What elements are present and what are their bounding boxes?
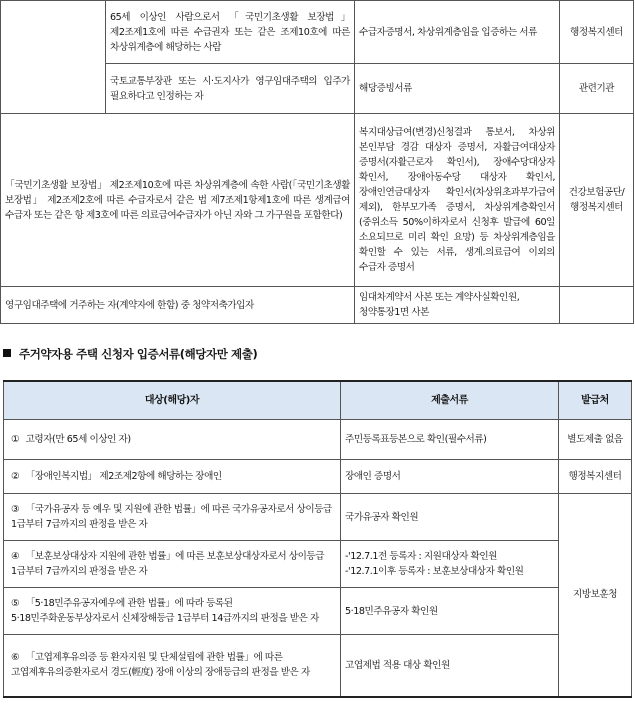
docs-cell: 장애인 증명서 <box>341 460 559 494</box>
header-issuer: 발급처 <box>559 381 632 420</box>
row-number: ② <box>11 471 20 482</box>
empty-category-cell <box>1 1 106 114</box>
table-row <box>4 494 632 541</box>
target-cell <box>4 588 341 635</box>
table-row <box>4 460 632 494</box>
table-row <box>4 541 632 588</box>
table-row <box>4 588 632 635</box>
table-row <box>4 635 632 697</box>
square-bullet-icon <box>3 349 11 357</box>
docs-cell: 임대차계약서 사본 또는 계약사실확인원, 청약통장1면 사본 <box>355 287 560 324</box>
docs-cell <box>341 541 559 588</box>
target-text: 「국가유공자 등 예우 및 지원에 관한 법률」에 따른 국가유공자로서 상이등급 1급부터 7급까지의 판정을 받은 자 <box>11 504 332 530</box>
issuer-cell <box>560 287 634 324</box>
issuer-cell: 행정복지센터 <box>559 460 632 494</box>
issuer-cell: 별도제출 없음 <box>559 420 632 460</box>
table-row <box>1 1 634 64</box>
target-cell <box>4 541 341 588</box>
table-row <box>4 420 632 460</box>
target-cell <box>4 635 341 697</box>
section-title-text: 주거약자용 주택 신청자 입증서류(해당자만 제출) <box>19 347 258 361</box>
target-text: 「보훈보상대상자 지원에 관한 법률」에 따른 보훈보상대상자로서 상이등급 1급부터 7급까지의 판정을 받은 자 <box>11 551 325 577</box>
issuer-cell: 관련기관 <box>560 64 634 114</box>
row-number: ⑤ <box>11 598 20 609</box>
docs-cell: 복지대상급여(변경)신청결과 통보서, 차상위 본인부담 경감 대상자 증명서, 자활급여대상자 증명서(자활근로자 확인서), 장애수당대상자 확인서, 장애아동수당 대상자 확인서, 장애인연금대상자 확인서(차상위초과부가급여 제외), 한부모가족 증명서, 차상위계층확인서(중위소득 50%이하자로서 신청후 발급에 60일 소요되므로 미리 확인 요망) 등 차상위계층임을 확인할 수 있는 서류, 생계.의료급여 이외의 수급자 증명서 <box>355 114 560 287</box>
docs-line: -'12.7.1이후 등록자 : 보훈보상대상자 확인원 <box>345 566 524 577</box>
row-number: ① <box>11 434 20 445</box>
docs-line: -'12.7.1전 등록자 : 지원대상자 확인원 <box>345 551 498 562</box>
bottom-documents-table <box>3 380 632 698</box>
target-cell <box>4 494 341 541</box>
target-cell: 「국민기초생활 보장법」 제2조제10호에 따른 차상위계층에 속한 사람(「국민기초생활 보장법」 제2조제2호에 따른 수급자로서 같은 법 제7조제1항제1호에 따른 생계급여 수급자 또는 같은 항 제3호에 따른 의료급여수급자가 아닌 자와 그 가구원을 포함한다) <box>1 114 355 287</box>
issuer-cell: 건강보험공단/행정복지센터 <box>560 114 634 287</box>
row-number: ③ <box>11 504 20 515</box>
top-documents-table <box>0 0 634 324</box>
issuer-cell: 지방보훈청 <box>559 494 632 697</box>
header-docs: 제출서류 <box>341 381 559 420</box>
target-text: 「고엽제후유의증 등 환자지원 및 단체설립에 관한 법률」에 따른 고엽제후유의증환자로서 경도(輕度) 장애 이상의 장애등급의 판정을 받은 자 <box>11 652 310 679</box>
target-cell <box>4 420 341 460</box>
target-text: 「장애인복지법」 제2조제2항에 해당하는 장애인 <box>25 471 222 482</box>
docs-cell: 국가유공자 확인원 <box>341 494 559 541</box>
docs-cell: 5·18민주유공자 확인원 <box>341 588 559 635</box>
target-cell: 국토교통부장관 또는 시·도지사가 영구임대주택의 입주가 필요하다고 인정하는 자 <box>106 64 355 114</box>
target-cell: 65세 이상인 사람으로서 「국민기초생활 보장법」 제2조제1호에 따른 수급권자 또는 같은 조제10호에 따른 차상위계층에 해당하는 사람 <box>106 1 355 64</box>
issuer-cell: 행정복지센터 <box>560 1 634 64</box>
section-title <box>3 346 257 362</box>
docs-cell: 수급자증명서, 차상위계층임을 입증하는 서류 <box>355 1 560 64</box>
row-number: ⑥ <box>11 652 20 664</box>
target-text: 고령자(만 65세 이상인 자) <box>25 434 131 445</box>
header-row <box>4 381 632 420</box>
table-row <box>1 287 634 324</box>
row-number: ④ <box>11 551 20 562</box>
docs-cell: 해당증빙서류 <box>355 64 560 114</box>
target-cell: 영구임대주택에 거주하는 자(계약자에 한함) 중 청약저축가입자 <box>1 287 355 324</box>
header-target: 대상(해당)자 <box>4 381 341 420</box>
docs-cell: 주민등록표등본으로 확인(필수서류) <box>341 420 559 460</box>
docs-cell: 고엽제법 적용 대상 확인원 <box>341 635 559 697</box>
target-text: 「5·18민주유공자예우에 관한 법률」에 따라 등록된 5·18민주화운동부상자로서 신체장해등급 1급부터 14급까지의 판정을 받은 자 <box>11 598 319 624</box>
target-cell <box>4 460 341 494</box>
table-row <box>1 114 634 287</box>
